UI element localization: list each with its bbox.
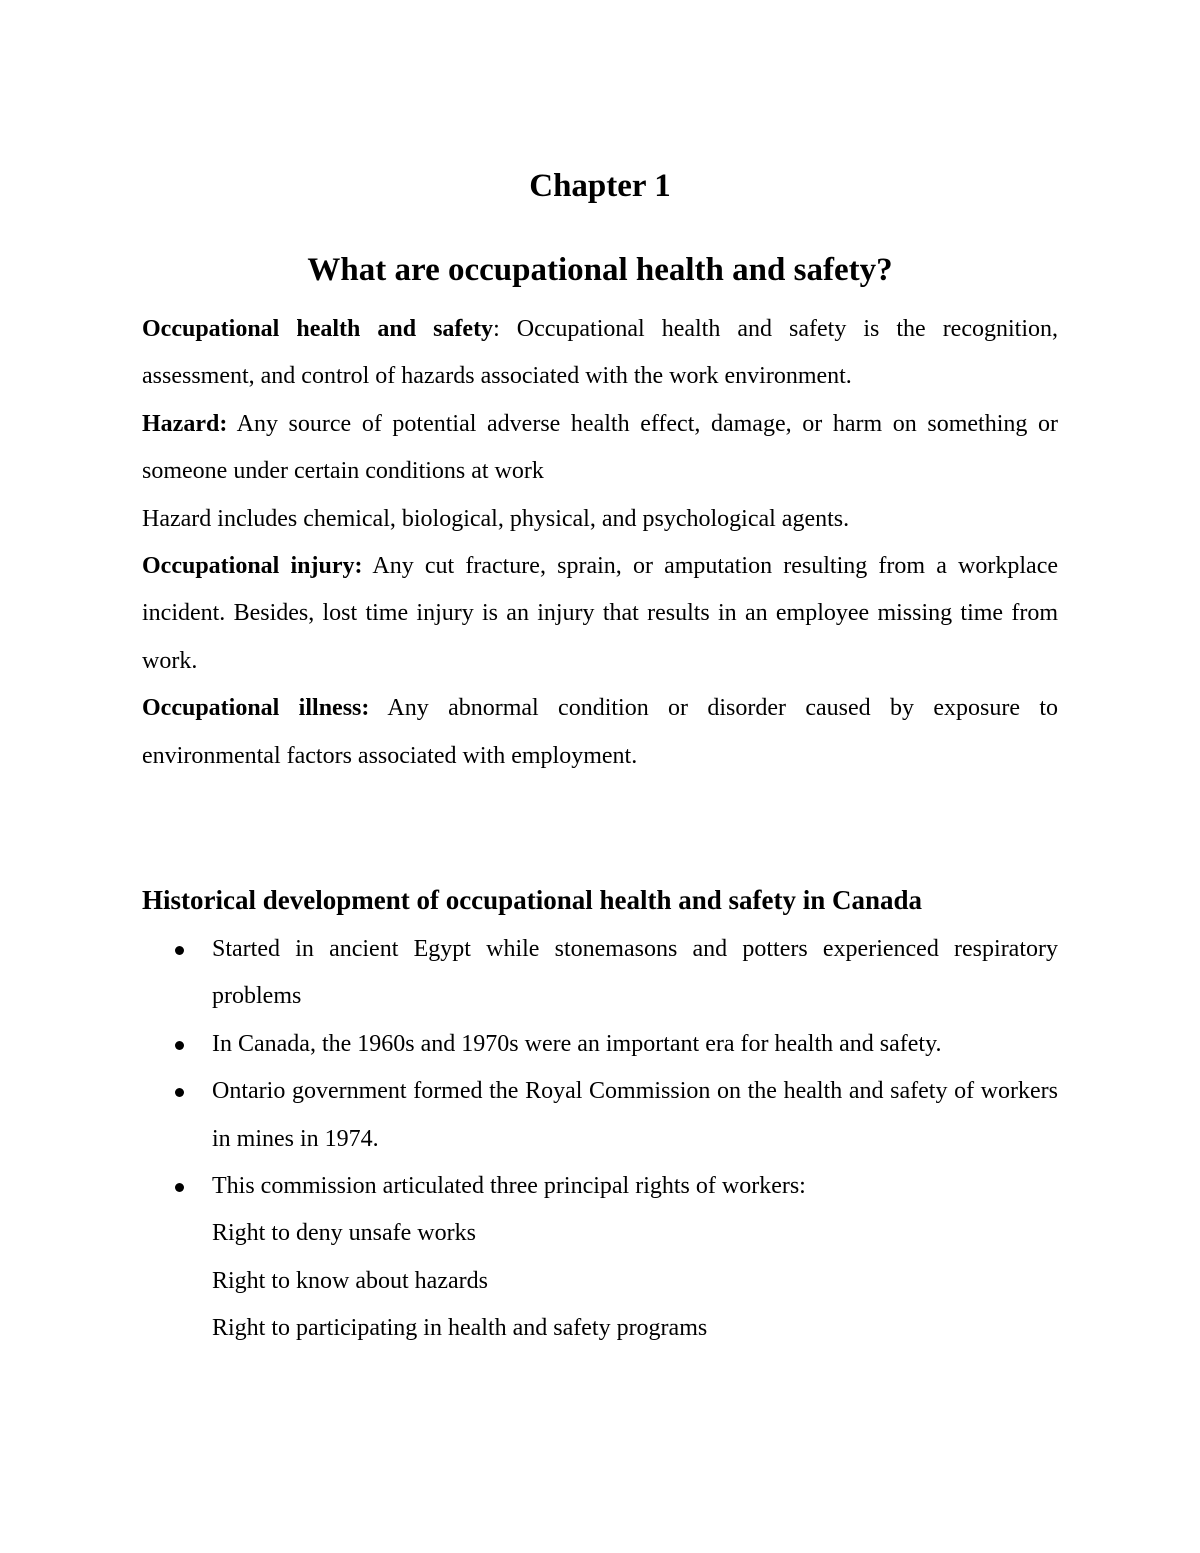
list-item-text: This commission articulated three principal rights of workers:	[212, 1173, 806, 1200]
history-bullet-list	[212, 926, 1058, 1353]
definition-text: Occupational health and safety is the recognition, assessment, and control of hazards associated with the work environment.	[142, 316, 1058, 390]
right-item: Right to deny unsafe works	[212, 1220, 476, 1247]
definition-ohs	[142, 306, 1058, 401]
section-heading: Historical development of occupational health and safety in Canada	[142, 885, 923, 915]
definition-text: Any source of potential adverse health effect, damage, or harm on something or someone under certain conditions at work	[142, 410, 1058, 485]
definition-term: Hazard:	[142, 410, 228, 437]
definition-hazard	[142, 401, 1058, 496]
definition-text: Any cut fracture, sprain, or amputation resulting from a workplace incident. Besides, lost time injury is an injury that results in an employee missing time from work.	[142, 553, 1058, 674]
definition-separator: :	[493, 316, 500, 342]
chapter-title: Chapter 1	[529, 168, 671, 204]
right-item: Right to know about hazards	[212, 1267, 488, 1294]
hazard-note: Hazard includes chemical, biological, physical, and psychological agents.	[142, 505, 850, 532]
list-item-text: In Canada, the 1960s and 1970s were an important era for health and safety.	[212, 1030, 942, 1057]
definition-injury	[142, 543, 1058, 685]
page-title: What are occupational health and safety?	[307, 252, 893, 288]
list-item	[212, 1021, 1058, 1068]
definition-illness	[142, 685, 1058, 780]
definition-text: Any abnormal condition or disorder caused by exposure to environmental factors associated with employment.	[142, 695, 1058, 769]
list-item	[212, 1163, 1058, 1353]
bullet-icon	[175, 1183, 184, 1192]
bullet-icon	[175, 946, 184, 955]
list-item	[212, 926, 1058, 1021]
bullet-icon	[175, 1088, 184, 1097]
bullet-icon	[175, 1041, 184, 1050]
definition-term: Occupational health and safety	[142, 316, 494, 342]
list-item	[212, 1068, 1058, 1163]
list-item-text: Ontario government formed the Royal Commission on the health and safety of workers in mines in 1974.	[212, 1078, 1058, 1152]
definitions-section	[142, 306, 1058, 780]
definition-term: Occupational injury:	[142, 553, 363, 580]
definition-term: Occupational illness:	[142, 695, 370, 722]
right-item: Right to participating in health and safety programs	[212, 1315, 708, 1342]
list-item-text: Started in ancient Egypt while stonemasons and potters experienced respiratory problems	[212, 936, 1058, 1010]
